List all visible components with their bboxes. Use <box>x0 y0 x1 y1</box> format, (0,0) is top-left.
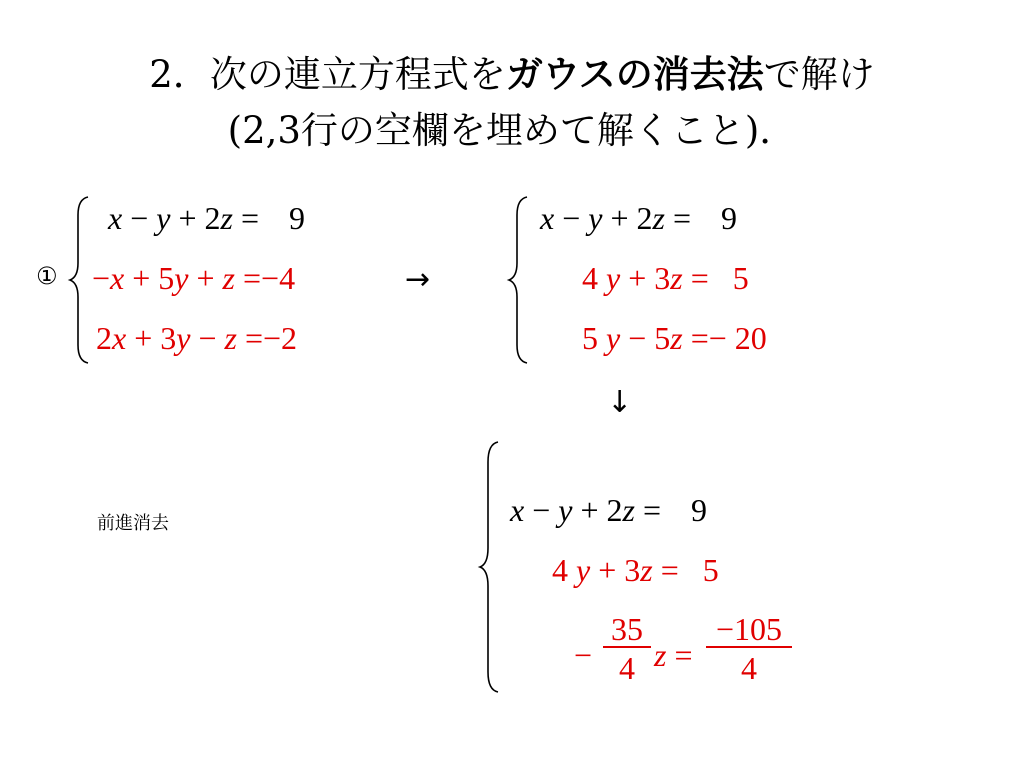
left-brace-icon <box>66 195 94 365</box>
title-bold-method: ガウスの消去法 <box>505 53 764 96</box>
title-line-2: (2,3行の空欄を埋めて解くこと)． <box>227 109 797 152</box>
left-brace-icon <box>505 195 533 365</box>
right-arrow-icon: → <box>405 262 431 297</box>
title-line-1 <box>0 52 1024 98</box>
system2-row2: 4 y + 3z = 5 <box>582 260 749 296</box>
fraction-numerator: 35 <box>611 611 643 647</box>
fraction-minus-105-over-4 <box>706 612 792 688</box>
system1-row1: x − y + 2z = 9 <box>108 200 305 236</box>
system2-row1: x − y + 2z = 9 <box>540 200 737 236</box>
fraction-35-over-4 <box>603 612 651 688</box>
circled-one-label: ① <box>36 262 58 290</box>
title-suffix: で解け <box>763 53 875 96</box>
system1-row3: 2x + 3y − z =−2 <box>96 320 298 356</box>
forward-elimination-label: 前進消去 <box>97 513 169 534</box>
fraction-numerator: −105 <box>715 611 783 647</box>
system3-row1: x − y + 2z = 9 <box>510 492 707 528</box>
system2-row3: 5 y − 5z =− 20 <box>582 320 767 356</box>
title-prefix: 2．次の連立方程式を <box>149 53 506 96</box>
system1-row2: −x + 5y + z =−4 <box>92 260 296 296</box>
system3-row3-minus: − <box>574 637 593 673</box>
fraction-denominator: 4 <box>603 646 651 688</box>
fraction-denominator: 4 <box>706 646 792 688</box>
system3-row3-var: z = <box>654 637 693 673</box>
left-brace-icon <box>476 440 504 695</box>
system3-row2: 4 y + 3z = 5 <box>552 552 719 588</box>
down-arrow-icon: ↓ <box>607 385 633 420</box>
